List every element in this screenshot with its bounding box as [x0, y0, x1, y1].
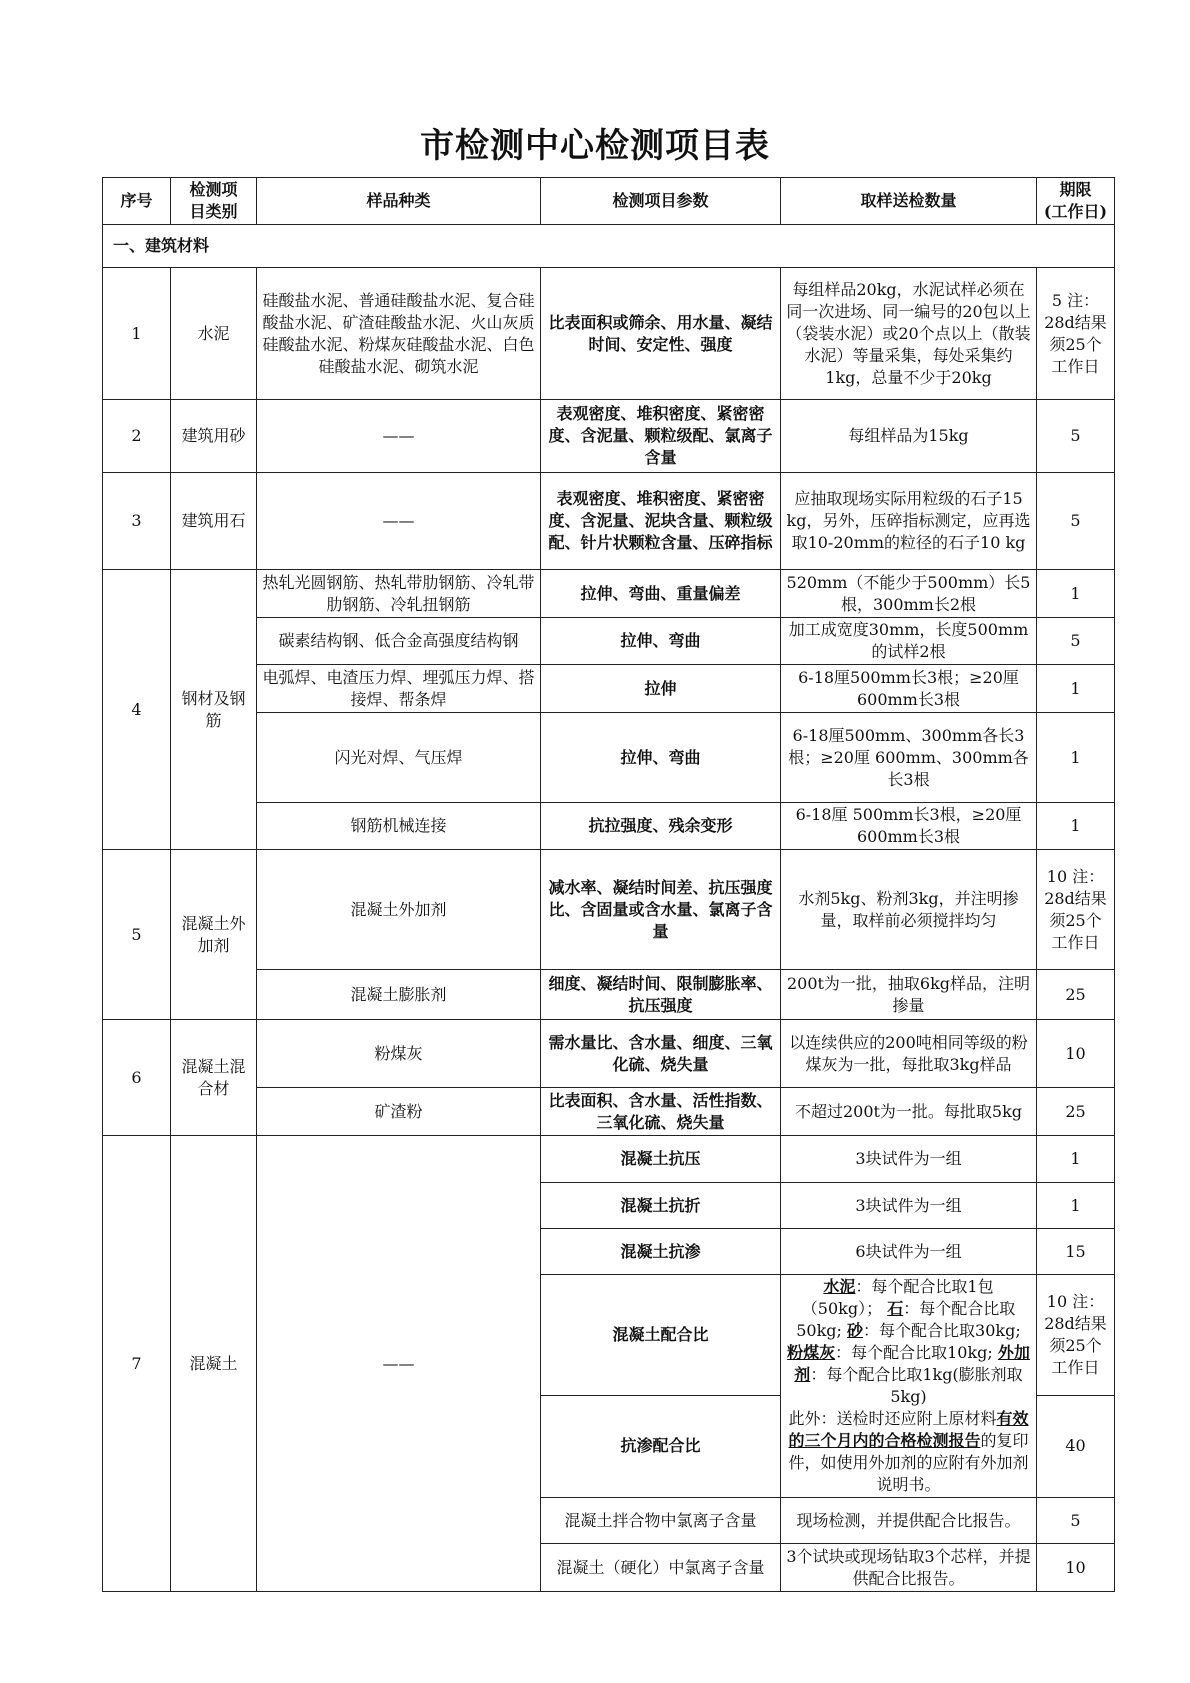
seq-cell: 3	[103, 473, 171, 570]
seq-cell: 6	[103, 1020, 171, 1136]
deadline-cell: 1	[1037, 570, 1115, 618]
quantity-cell: 6块试件为一组	[781, 1229, 1037, 1275]
quantity-cell: 6-18厘500mm长3根；≥20厘 600mm长3根	[781, 665, 1037, 713]
deadline-cell: 1	[1037, 803, 1115, 850]
deadline-cell: 25	[1037, 1088, 1115, 1136]
sample-cell: 闪光对焊、气压焊	[257, 713, 541, 803]
header-params: 检测项目参数	[541, 178, 781, 225]
header-quantity: 取样送检数量	[781, 178, 1037, 225]
params-cell: 混凝土抗渗	[541, 1229, 781, 1275]
quantity-cell: 应抽取现场实际用粒级的石子15 kg，另外，压碎指标测定，应再选取10-20mm的粒径的石子10 kg	[781, 473, 1037, 570]
table-row	[103, 1020, 1115, 1088]
mix-sand-label: 砂	[847, 1321, 864, 1340]
quantity-cell-mix: 水泥：每个配合比取1包（50kg）； 石：每个配合比取50kg; 砂：每个配合比取30kg; 粉煤灰：每个配合比取10kg; 外加剂：每个配合比取1kg(膨胀剂取5kg) 此外：送检时还应附上原材料有效的三个月内的合格检测报告的复印件，如使用外加剂的应附有外加剂说明书。	[781, 1275, 1037, 1498]
deadline-cell: 15	[1037, 1229, 1115, 1275]
header-sample: 样品种类	[257, 178, 541, 225]
deadline-cell: 25	[1037, 970, 1115, 1020]
header-deadline: 期限 (工作日)	[1037, 178, 1115, 225]
header-category: 检测项 目类别	[171, 178, 257, 225]
quantity-cell: 6-18厘500mm、300mm各长3根；≥20厘 600mm、300mm各长3根	[781, 713, 1037, 803]
table-row	[103, 473, 1115, 570]
params-cell: 拉伸	[541, 665, 781, 713]
sample-cell: 粉煤灰	[257, 1020, 541, 1088]
params-cell: 减水率、凝结时间差、抗压强度比、含固量或含水量、氯离子含量	[541, 850, 781, 970]
sample-cell: 混凝土膨胀剂	[257, 970, 541, 1020]
params-cell: 抗渗配合比	[541, 1395, 781, 1497]
category-cell: 建筑用砂	[171, 400, 257, 473]
deadline-cell: 1	[1037, 713, 1115, 803]
params-cell: 表观密度、堆积密度、紧密密度、含泥量、颗粒级配、氯离子含量	[541, 400, 781, 473]
params-cell: 拉伸、弯曲	[541, 618, 781, 665]
quantity-cell: 加工成宽度30mm，长度500mm的试样2根	[781, 618, 1037, 665]
deadline-cell: 10	[1037, 1544, 1115, 1592]
sample-cell: 热轧光圆钢筋、热轧带肋钢筋、冷轧带肋钢筋、冷轧扭钢筋	[257, 570, 541, 618]
mix-note: 此外：送检时还应附上原材料	[788, 1409, 997, 1428]
quantity-cell: 以连续供应的200吨相同等级的粉煤灰为一批，每批取3kg样品	[781, 1020, 1037, 1088]
category-cell: 混凝土	[171, 1136, 257, 1592]
category-cell: 水泥	[171, 268, 257, 400]
sample-cell: ——	[257, 400, 541, 473]
sample-cell: 碳素结构钢、低合金高强度结构钢	[257, 618, 541, 665]
header-row	[103, 178, 1115, 225]
sample-cell: 矿渣粉	[257, 1088, 541, 1136]
seq-cell: 5	[103, 850, 171, 1020]
deadline-cell: 40	[1037, 1395, 1115, 1497]
params-cell: 拉伸、弯曲、重量偏差	[541, 570, 781, 618]
mix-cement-label: 水泥	[823, 1277, 856, 1296]
table-row	[103, 850, 1115, 970]
params-cell: 表观密度、堆积密度、紧密密度、含泥量、泥块含量、颗粒级配、针片状颗粒含量、压碎指标	[541, 473, 781, 570]
quantity-cell: 200t为一批，抽取6kg样品，注明掺量	[781, 970, 1037, 1020]
quantity-cell: 不超过200t为一批。每批取5kg	[781, 1088, 1037, 1136]
deadline-cell: 10 注：28d结果须25个工作日	[1037, 1275, 1115, 1396]
test-items-table	[102, 177, 1115, 1592]
params-cell: 混凝土配合比	[541, 1275, 781, 1396]
category-cell: 钢材及钢筋	[171, 570, 257, 850]
mix-stone-label: 石	[887, 1299, 904, 1318]
page-title: 市检测中心检测项目表	[420, 126, 770, 166]
section-title: 一、建筑材料	[103, 225, 1115, 268]
deadline-cell: 5	[1037, 400, 1115, 473]
params-cell: 混凝土抗压	[541, 1136, 781, 1183]
quantity-cell: 每组样品20kg，水泥试样必须在同一次进场、同一编号的20包以上（袋装水泥）或20个点以上（散装水泥）等量采集，每处采集约1kg，总量不少于20kg	[781, 268, 1037, 400]
category-cell: 混凝土混合材	[171, 1020, 257, 1136]
quantity-cell: 3个试块或现场钻取3个芯样，并提供配合比报告。	[781, 1544, 1037, 1592]
table-row	[103, 400, 1115, 473]
params-cell: 比表面积或筛余、用水量、凝结时间、安定性、强度	[541, 268, 781, 400]
params-cell: 混凝土抗折	[541, 1183, 781, 1229]
table-row	[103, 570, 1115, 618]
params-cell: 细度、凝结时间、限制膨胀率、抗压强度	[541, 970, 781, 1020]
sample-cell: 混凝土外加剂	[257, 850, 541, 970]
quantity-cell: 3块试件为一组	[781, 1136, 1037, 1183]
sample-cell: 硅酸盐水泥、普通硅酸盐水泥、复合硅酸盐水泥、矿渣硅酸盐水泥、火山灰质硅酸盐水泥、粉煤灰硅酸盐水泥、白色硅酸盐水泥、砌筑水泥	[257, 268, 541, 400]
mix-note-underlined: 有效的三个月内的合格检测报告	[788, 1409, 1029, 1450]
deadline-cell: 10 注：28d结果须25个工作日	[1037, 850, 1115, 970]
seq-cell: 1	[103, 268, 171, 400]
params-cell: 需水量比、含水量、细度、三氧化硫、烧失量	[541, 1020, 781, 1088]
quantity-cell: 6-18厘 500mm长3根，≥20厘600mm长3根	[781, 803, 1037, 850]
deadline-cell: 5	[1037, 618, 1115, 665]
quantity-cell: 3块试件为一组	[781, 1183, 1037, 1229]
params-cell: 混凝土拌合物中氯离子含量	[541, 1498, 781, 1544]
deadline-cell: 1	[1037, 665, 1115, 713]
seq-cell: 2	[103, 400, 171, 473]
deadline-cell: 5	[1037, 473, 1115, 570]
deadline-cell: 5	[1037, 1498, 1115, 1544]
params-cell: 抗拉强度、残余变形	[541, 803, 781, 850]
quantity-cell: 水剂5kg、粉剂3kg，并注明掺量，取样前必须搅拌均匀	[781, 850, 1037, 970]
deadline-cell: 1	[1037, 1183, 1115, 1229]
seq-cell: 4	[103, 570, 171, 850]
header-seq: 序号	[103, 178, 171, 225]
quantity-cell: 每组样品为15kg	[781, 400, 1037, 473]
table-row	[103, 268, 1115, 400]
quantity-cell: 现场检测，并提供配合比报告。	[781, 1498, 1037, 1544]
deadline-cell: 5 注：28d结果须25个工作日	[1037, 268, 1115, 400]
mix-admixture-label: 外加剂	[794, 1343, 1030, 1384]
sample-cell: ——	[257, 1136, 541, 1592]
params-cell: 混凝土（硬化）中氯离子含量	[541, 1544, 781, 1592]
table-row	[103, 1136, 1115, 1183]
category-cell: 混凝土外加剂	[171, 850, 257, 1020]
category-cell: 建筑用石	[171, 473, 257, 570]
mix-ash-label: 粉煤灰	[787, 1343, 836, 1362]
seq-cell: 7	[103, 1136, 171, 1592]
sample-cell: ——	[257, 473, 541, 570]
quantity-cell: 520mm（不能少于500mm）长5根，300mm长2根	[781, 570, 1037, 618]
deadline-cell: 10	[1037, 1020, 1115, 1088]
params-cell: 拉伸、弯曲	[541, 713, 781, 803]
params-cell: 比表面积、含水量、活性指数、三氧化硫、烧失量	[541, 1088, 781, 1136]
sample-cell: 电弧焊、电渣压力焊、埋弧压力焊、搭接焊、帮条焊	[257, 665, 541, 713]
deadline-cell: 1	[1037, 1136, 1115, 1183]
section-row	[103, 225, 1115, 268]
sample-cell: 钢筋机械连接	[257, 803, 541, 850]
